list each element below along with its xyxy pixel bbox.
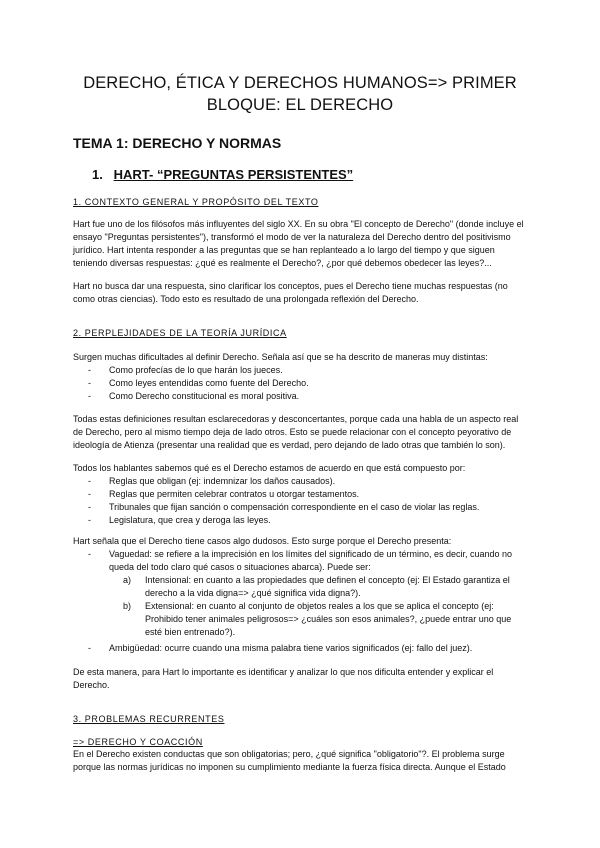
sublist-text: Extensional: en cuanto al conjunto de objetos reales a los que se aplica el concepto (ej: Prohibido tener animales peligrosos=> ¿cuáles son esos animales?, ¿puede entrar uno que esté bien entrenado?). [145, 601, 512, 637]
list-item [88, 475, 528, 488]
list-item [88, 488, 528, 501]
section-1-paragraph-2: Hart no busca dar una respuesta, sino clarificar los conceptos, pues el Derecho tiene muchas respuestas (no como otras ciencias). Todo esto es resultado de una prolongada reflexión del Derecho. [73, 281, 508, 304]
list-item-text: Tribunales que fijan sanción o compensación correspondiente en el caso de violar las reglas. [109, 502, 480, 512]
dash-bullet: - [88, 549, 91, 559]
dash-bullet: - [88, 643, 91, 653]
ambiguedad-text: Ambigüedad: ocurre cuando una misma palabra tiene varios significados (ej: fallo del juez). [109, 643, 473, 653]
section-2-paragraph-2: Todas estas definiciones resultan esclarecedoras y desconcertantes, porque cada una habla de un aspecto real de Derecho, pero al mismo tiempo deja de lado otros. Esto se puede relacionar con el concepto peyorativo de ideología de Atienza (presentar una realidad que es verdad, pero dejando de lado otras que también lo son). [73, 414, 519, 450]
list-item-text: Reglas que permiten celebrar contratos u otorgar testamentos. [109, 489, 360, 499]
section-1-paragraph-1: Hart fue uno de los filósofos más influyentes del siglo XX. En su obra "El concepto de Derecho" (donde incluye el ensayo "Preguntas persistentes"), transformó el modo de ver la naturaleza del Derecho dentro del positivismo jurídico. Hart intenta responder a las preguntas que se han replanteado a lo largo del tiempo y que siguen teniendo diversas respuestas: ¿qué es realmente el Derecho?, ¿por qué debemos obedecer las leyes?... [73, 219, 524, 268]
list-item-text: Como leyes entendidas como fuente del Derecho. [109, 378, 309, 388]
list-item [88, 501, 528, 514]
sublist-text: Intensional: en cuanto a las propiedades que definen el concepto (ej: El Estado garantiza el derecho a la vida digna=> ¿qué significa vida digna?). [145, 575, 510, 598]
dash-bullet: - [88, 502, 91, 512]
list-item-text: Reglas que obligan (ej: indemnizar los daños causados). [109, 476, 336, 486]
list-item-text: Como profecías de lo que harán los jueces. [109, 365, 283, 375]
sublist-marker: a) [123, 575, 132, 585]
sublist-item [123, 600, 528, 639]
dash-bullet: - [88, 476, 91, 486]
section-3-heading: 3. PROBLEMAS RECURRENTES [73, 714, 225, 724]
section-2-intro: Surgen muchas dificultades al definir Derecho. Señala así que se ha descrito de maneras muy distintas: [73, 352, 488, 362]
list-item [88, 548, 528, 574]
hart-heading-text: HART- “PREGUNTAS PERSISTENTES” [113, 167, 354, 182]
sublist-marker: b) [123, 601, 132, 611]
dash-bullet: - [88, 365, 91, 375]
dash-bullet: - [88, 391, 91, 401]
vaguedad-list [88, 548, 528, 574]
dash-bullet: - [88, 515, 91, 525]
section-2-paragraph-3: Todos los hablantes sabemos qué es el Derecho estamos de acuerdo en que está compuesto por: [73, 463, 466, 473]
sublist-item [123, 574, 528, 600]
list-item [88, 377, 528, 390]
list-item-text: Como Derecho constitucional es moral positiva. [109, 391, 300, 401]
vaguedad-sublist [123, 574, 528, 639]
section-2-paragraph-5: De esta manera, para Hart lo importante es identificar y analizar lo que nos dificulta entender y explicar el Derecho. [73, 667, 494, 690]
section-3-subheading: => DERECHO Y COACCIÓN [73, 737, 203, 747]
section-2-paragraph-4: Hart señala que el Derecho tiene casos algo dudosos. Esto surge porque el Derecho presenta: [73, 536, 452, 546]
vaguedad-text: Vaguedad: se refiere a la imprecisión en los límites del significado de un término, es decir, cuando no queda del todo claro qué casos o situaciones abarca). Puede ser: [109, 549, 513, 572]
document-title: DERECHO, ÉTICA Y DERECHOS HUMANOS=> PRIMER BLOQUE: EL DERECHO [83, 74, 517, 114]
dash-bullet: - [88, 378, 91, 388]
definitions-list [88, 364, 528, 403]
list-item [88, 364, 528, 377]
hart-heading [92, 167, 353, 182]
section-1-heading: 1. CONTEXTO GENERAL Y PROPÓSITO DEL TEXTO [73, 197, 319, 207]
list-item [88, 514, 528, 527]
section-3-paragraph-1: En el Derecho existen conductas que son obligatorias; pero, ¿qué significa "obligatorio"?. El problema surge porque las normas jurídicas no imponen su cumplimiento mediante la fuerza física directa. Aunque el Estado [73, 749, 506, 772]
list-item [88, 390, 528, 403]
tema-heading: TEMA 1: DERECHO Y NORMAS [73, 135, 282, 151]
components-list [88, 475, 528, 527]
hart-heading-number: 1. [92, 167, 103, 182]
list-item [88, 642, 528, 655]
list-item-text: Legislatura, que crea y deroga las leyes. [109, 515, 271, 525]
dash-bullet: - [88, 489, 91, 499]
section-2-heading: 2. PERPLEJIDADES DE LA TEORÍA JURÍDICA [73, 328, 287, 338]
ambiguedad-list [88, 642, 528, 655]
